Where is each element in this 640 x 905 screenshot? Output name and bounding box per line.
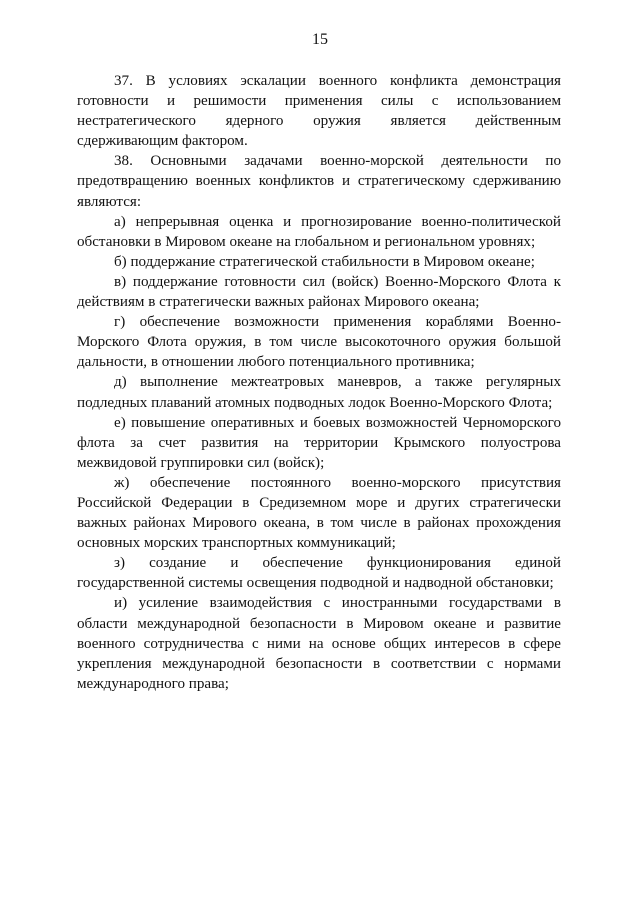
document-body <box>77 71 561 694</box>
page-number: 15 <box>312 31 328 48</box>
list-item-zh: ж) обеспечение постоянного военно-морского присутствия Российской Федерации в Средиземном море и других стратегически важных районах Мирового океана, в том числе в районах прохождения основных морских транспортных коммуникаций; <box>77 474 561 552</box>
list-item-e: е) повышение оперативных и боевых возможностей Черноморского флота за счет развития на территории Крымского полуострова межвидовой группировки сил (войск); <box>77 414 561 471</box>
list-item-v: в) поддержание готовности сил (войск) Военно-Морского Флота к действиям в стратегически важных районах Мирового океана; <box>77 273 561 311</box>
list-item-i: и) усиление взаимодействия с иностранными государствами в области международной безопасности в Мировом океане и развитие военного сотрудничества с ними на основе общих интересов в сфере укрепления международной безопасности в соответствии с нормами международного права; <box>77 595 561 692</box>
list-item-g: г) обеспечение возможности применения кораблями Военно-Морского Флота оружия, в том числе высокоточного оружия большой дальности, в отношении любого потенциального противника; <box>77 314 561 371</box>
paragraph-38: 38. Основными задачами военно-морской деятельности по предотвращению военных конфликтов и стратегическому сдерживанию являются: <box>77 153 561 210</box>
paragraph-37: 37. В условиях эскалации военного конфликта демонстрация готовности и решимости применения силы с использованием нестратегического ядерного оружия является действенным сдерживающим фактором. <box>77 73 561 150</box>
list-item-b: б) поддержание стратегической стабильности в Мировом океане; <box>114 253 535 270</box>
list-item-d: д) выполнение межтеатровых маневров, а также регулярных подледных плаваний атомных подводных лодок Военно-Морского Флота; <box>77 374 561 411</box>
list-item-z: з) создание и обеспечение функционирования единой государственной системы освещения подводной и надводной обстановки; <box>77 555 561 592</box>
list-item-a: а) непрерывная оценка и прогнозирование военно-политической обстановки в Мировом океане на глобальном и региональном уровнях; <box>77 213 561 250</box>
